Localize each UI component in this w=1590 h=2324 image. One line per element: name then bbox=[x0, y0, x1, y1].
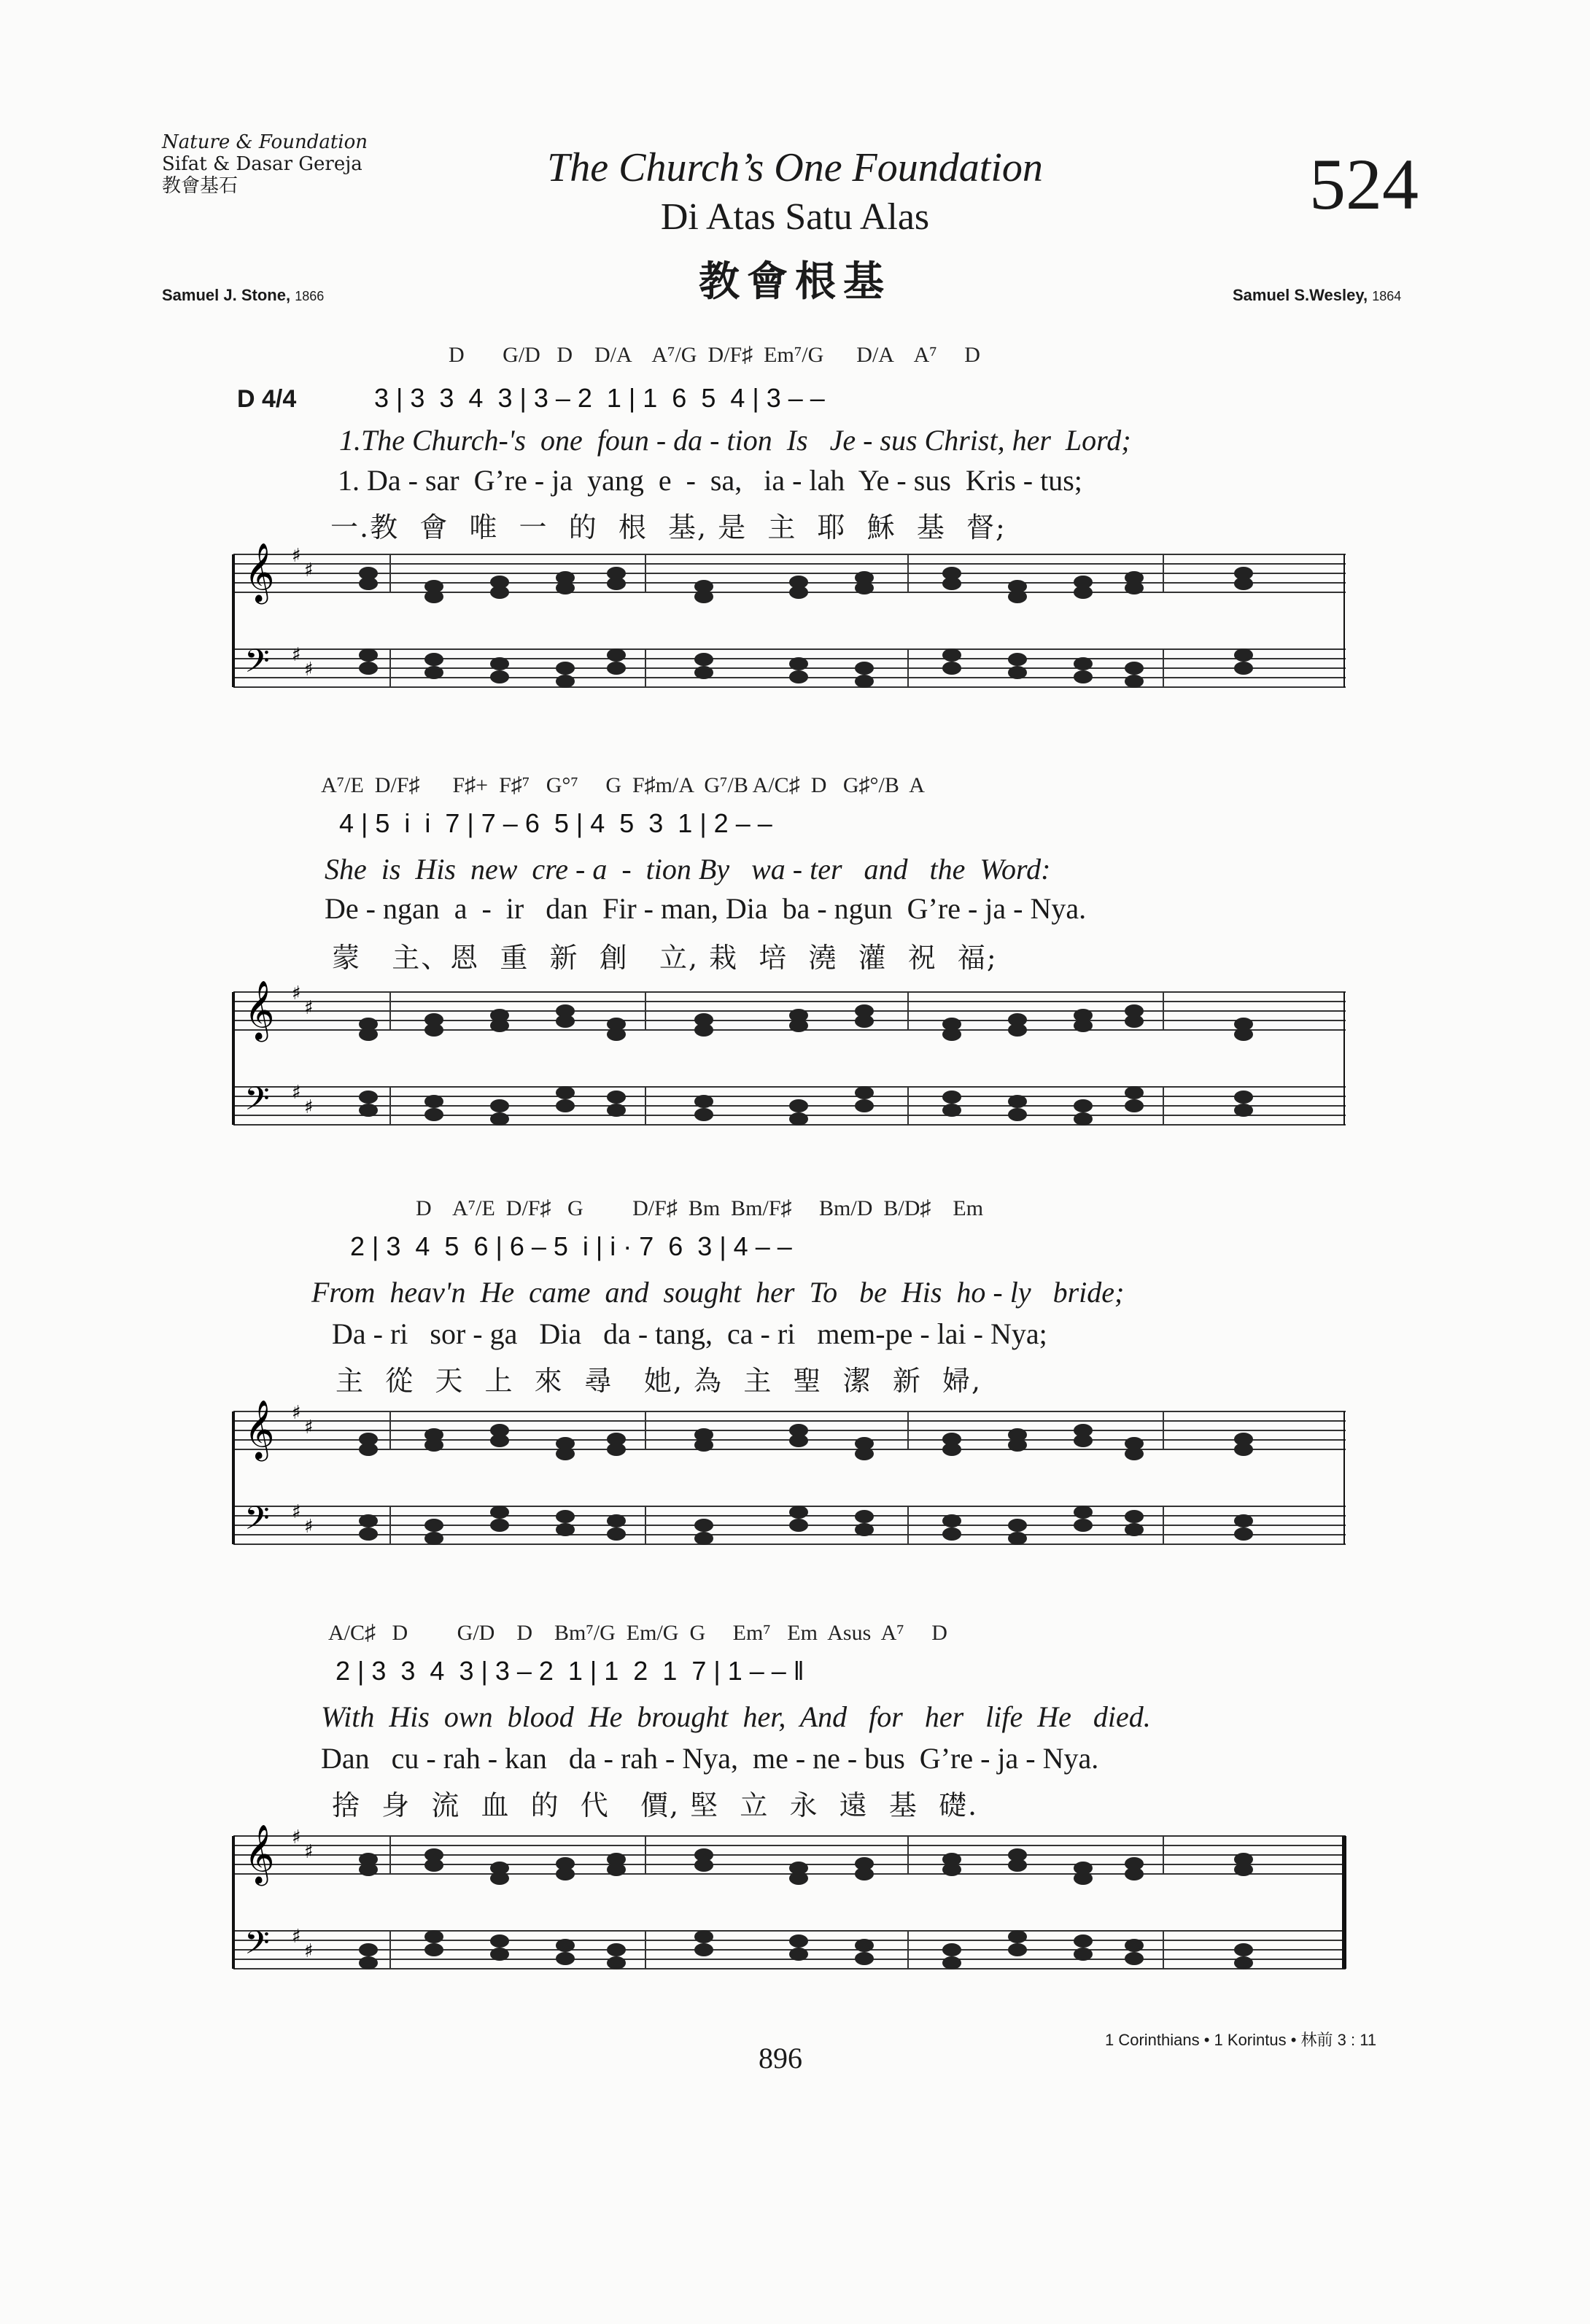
notehead bbox=[1234, 1863, 1253, 1876]
notehead bbox=[1074, 1872, 1093, 1885]
notehead bbox=[1008, 1930, 1027, 1943]
notehead bbox=[1125, 662, 1144, 675]
notehead bbox=[789, 670, 808, 683]
notehead bbox=[1234, 1091, 1253, 1104]
sharp-icon: ♯ bbox=[292, 545, 301, 567]
notehead bbox=[490, 586, 509, 599]
notehead bbox=[359, 1514, 378, 1527]
lyrics-indonesian: Dan cu - rah - kan da - rah - Nya, me - ne - bus G’re - ja - Nya. bbox=[321, 1742, 1099, 1775]
notehead bbox=[424, 1532, 443, 1545]
notehead bbox=[942, 1028, 961, 1041]
notehead bbox=[855, 1099, 874, 1112]
notehead bbox=[556, 1523, 575, 1536]
notehead bbox=[490, 1506, 509, 1519]
notehead bbox=[490, 1112, 509, 1126]
notehead bbox=[607, 1956, 626, 1969]
numbered-notation: 2 | 3 4 5 6 | 6 – 5 i | i · 7 6 3 | 4 – – bbox=[350, 1231, 792, 1261]
notehead bbox=[855, 581, 874, 594]
notehead bbox=[607, 1943, 626, 1956]
notehead bbox=[424, 1519, 443, 1532]
notehead bbox=[855, 1510, 874, 1523]
sharp-icon: ♯ bbox=[292, 1402, 301, 1424]
notehead bbox=[855, 1086, 874, 1099]
sharp-icon: ♯ bbox=[304, 1841, 314, 1863]
notehead bbox=[789, 1934, 808, 1948]
notehead bbox=[1234, 1104, 1253, 1117]
notehead bbox=[1008, 1859, 1027, 1872]
notehead bbox=[556, 1099, 575, 1112]
bass-clef-icon: 𝄢 bbox=[244, 1499, 270, 1545]
notehead bbox=[556, 1447, 575, 1460]
sharp-icon: ♯ bbox=[304, 1940, 314, 1962]
notehead bbox=[607, 1514, 626, 1527]
notehead bbox=[1234, 1514, 1253, 1527]
notehead bbox=[490, 1519, 509, 1532]
notehead bbox=[942, 662, 961, 675]
notehead bbox=[1008, 1943, 1027, 1956]
notehead bbox=[1008, 1095, 1027, 1108]
notehead bbox=[424, 1943, 443, 1956]
notehead bbox=[694, 666, 713, 679]
notehead bbox=[607, 1028, 626, 1041]
lyrics-chinese: 一.教 會 唯 一 的 根 基, 是 主 耶 穌 基 督; bbox=[330, 511, 1007, 543]
numbered-notation: 4 | 5 i i 7 | 7 – 6 5 | 4 5 3 1 | 2 – – bbox=[339, 808, 772, 838]
notehead bbox=[359, 1104, 378, 1117]
sharp-icon: ♯ bbox=[304, 1096, 314, 1118]
sharp-icon: ♯ bbox=[304, 1417, 314, 1438]
notehead bbox=[1125, 1867, 1144, 1880]
notehead bbox=[855, 675, 874, 688]
notehead bbox=[490, 657, 509, 670]
bass-clef-icon: 𝄢 bbox=[244, 1924, 270, 1969]
notehead bbox=[855, 1939, 874, 1952]
notehead bbox=[789, 1872, 808, 1885]
notehead bbox=[789, 1434, 808, 1447]
notehead bbox=[607, 1091, 626, 1104]
notehead bbox=[556, 1867, 575, 1880]
notehead bbox=[789, 586, 808, 599]
page-number: 896 bbox=[759, 2042, 802, 2075]
key-signature: D 4/4 bbox=[237, 385, 297, 413]
notehead bbox=[490, 1934, 509, 1948]
notehead bbox=[942, 1863, 961, 1876]
notehead bbox=[1074, 657, 1093, 670]
notehead bbox=[607, 1527, 626, 1541]
notehead bbox=[490, 1434, 509, 1447]
title-indonesian: Di Atas Satu Alas bbox=[660, 196, 930, 238]
notehead bbox=[359, 1863, 378, 1876]
composer-name: Samuel S.Wesley, bbox=[1233, 286, 1368, 304]
notehead bbox=[694, 1095, 713, 1108]
notehead bbox=[694, 653, 713, 666]
notehead bbox=[942, 1104, 961, 1117]
notehead bbox=[1125, 581, 1144, 594]
notehead bbox=[1074, 586, 1093, 599]
composer-year: 1864 bbox=[1372, 289, 1402, 303]
notehead bbox=[424, 666, 443, 679]
notehead bbox=[556, 675, 575, 688]
notehead bbox=[1125, 1523, 1144, 1536]
notehead bbox=[942, 1943, 961, 1956]
numbered-notation: 3 | 3 3 4 3 | 3 – 2 1 | 1 6 5 4 | 3 – – bbox=[374, 383, 825, 413]
notehead bbox=[942, 1527, 961, 1541]
staff-notation bbox=[222, 1821, 1353, 2004]
staff-notation bbox=[222, 1397, 1353, 1579]
numbered-notation: 2 | 3 3 4 3 | 3 – 2 1 | 1 2 1 7 | 1 – – ‖ bbox=[336, 1656, 804, 1686]
notehead bbox=[359, 1028, 378, 1041]
chord-symbols: A/C♯ D G/D D Bm⁷/G Em/G G Em⁷ Em Asus A⁷ D bbox=[328, 1621, 947, 1645]
notehead bbox=[942, 1091, 961, 1104]
notehead bbox=[1125, 1447, 1144, 1460]
notehead bbox=[1074, 670, 1093, 683]
notehead bbox=[607, 648, 626, 662]
chord-symbols: D G/D D D/A A⁷/G D/F♯ Em⁷/G D/A A⁷ D bbox=[449, 343, 980, 367]
notehead bbox=[1234, 1956, 1253, 1969]
lyrics-indonesian: De - ngan a - ir dan Fir - man, Dia ba - ngun G’re - ja - Nya. bbox=[325, 892, 1087, 925]
category-en: Nature & Foundation bbox=[162, 131, 368, 153]
category-zh: 教會基石 bbox=[162, 175, 238, 197]
notehead bbox=[359, 1956, 378, 1969]
sharp-icon: ♯ bbox=[304, 997, 314, 1019]
notehead bbox=[424, 1438, 443, 1452]
notehead bbox=[1234, 662, 1253, 675]
author-credit bbox=[162, 286, 324, 305]
hymn-number: 524 bbox=[1309, 144, 1419, 225]
sharp-icon: ♯ bbox=[292, 1082, 301, 1104]
notehead bbox=[1234, 648, 1253, 662]
notehead bbox=[942, 648, 961, 662]
notehead bbox=[789, 1948, 808, 1961]
notehead bbox=[1008, 653, 1027, 666]
bass-clef-icon: 𝄢 bbox=[244, 642, 270, 688]
notehead bbox=[424, 1095, 443, 1108]
sharp-icon: ♯ bbox=[292, 1926, 301, 1948]
notehead bbox=[694, 1023, 713, 1037]
notehead bbox=[424, 1023, 443, 1037]
notehead bbox=[789, 1519, 808, 1532]
category-id: Sifat & Dasar Gereja bbox=[162, 153, 362, 175]
sharp-icon: ♯ bbox=[292, 644, 301, 666]
notehead bbox=[1074, 1934, 1093, 1948]
notehead bbox=[694, 1930, 713, 1943]
treble-clef-icon: 𝄞 bbox=[244, 980, 275, 1039]
treble-clef-icon: 𝄞 bbox=[244, 1824, 275, 1883]
notehead bbox=[1008, 1438, 1027, 1452]
lyrics-chinese: 捨 身 流 血 的 代 價, 堅 立 永 遠 基 礎. bbox=[332, 1789, 979, 1821]
notehead bbox=[607, 577, 626, 590]
notehead bbox=[490, 1019, 509, 1032]
notehead bbox=[1125, 1099, 1144, 1112]
scripture-reference: 1 Corinthians • 1 Korintus • 林前 3 : 11 bbox=[1105, 2031, 1377, 2049]
notehead bbox=[556, 1952, 575, 1965]
notehead bbox=[1125, 1952, 1144, 1965]
notehead bbox=[607, 1863, 626, 1876]
notehead bbox=[694, 1943, 713, 1956]
staff-notation bbox=[222, 977, 1353, 1160]
notehead bbox=[855, 1867, 874, 1880]
notehead bbox=[1234, 1443, 1253, 1456]
notehead bbox=[359, 577, 378, 590]
notehead bbox=[789, 1112, 808, 1126]
notehead bbox=[556, 1015, 575, 1028]
notehead bbox=[1125, 675, 1144, 688]
treble-clef-icon: 𝄞 bbox=[244, 542, 275, 602]
chord-symbols: A⁷/E D/F♯ F♯+ F♯⁷ G°⁷ G F♯m/A G⁷/B A/C♯ D G♯°/B A bbox=[321, 773, 925, 797]
notehead bbox=[359, 1527, 378, 1541]
lyrics-english: With His own blood He brought her, And for her life He died. bbox=[321, 1700, 1151, 1733]
notehead bbox=[855, 662, 874, 675]
notehead bbox=[789, 657, 808, 670]
lyrics-indonesian: 1. Da - sar G’re - ja yang e - sa, ia - lah Ye - sus Kris - tus; bbox=[338, 464, 1082, 497]
notehead bbox=[424, 653, 443, 666]
notehead bbox=[1074, 1112, 1093, 1126]
notehead bbox=[694, 1859, 713, 1872]
notehead bbox=[1008, 590, 1027, 603]
notehead bbox=[789, 1019, 808, 1032]
sharp-icon: ♯ bbox=[292, 983, 301, 1004]
notehead bbox=[556, 1510, 575, 1523]
notehead bbox=[490, 1872, 509, 1885]
notehead bbox=[942, 1443, 961, 1456]
notehead bbox=[1008, 1532, 1027, 1545]
notehead bbox=[1008, 1108, 1027, 1121]
notehead bbox=[490, 670, 509, 683]
notehead bbox=[490, 1099, 509, 1112]
notehead bbox=[359, 1091, 378, 1104]
lyrics-english: From heav'n He came and sought her To be His ho - ly bride; bbox=[311, 1276, 1125, 1309]
staff-notation bbox=[222, 540, 1353, 722]
music-system-1 bbox=[222, 343, 1353, 722]
notehead bbox=[1074, 1099, 1093, 1112]
notehead bbox=[1125, 1939, 1144, 1952]
notehead bbox=[556, 1939, 575, 1952]
sharp-icon: ♯ bbox=[304, 659, 314, 681]
composer-credit bbox=[1233, 286, 1401, 305]
notehead bbox=[1125, 1086, 1144, 1099]
bass-clef-icon: 𝄢 bbox=[244, 1080, 270, 1126]
notehead bbox=[694, 1438, 713, 1452]
notehead bbox=[1074, 1434, 1093, 1447]
notehead bbox=[855, 1015, 874, 1028]
sharp-icon: ♯ bbox=[304, 559, 314, 581]
notehead bbox=[607, 1443, 626, 1456]
notehead bbox=[942, 1956, 961, 1969]
notehead bbox=[359, 648, 378, 662]
music-system-4 bbox=[222, 1621, 1353, 2000]
notehead bbox=[1008, 1023, 1027, 1037]
notehead bbox=[1008, 1519, 1027, 1532]
lyrics-chinese: 主 從 天 上 來 尋 她, 為 主 聖 潔 新 婦, bbox=[336, 1365, 982, 1397]
notehead bbox=[1234, 1943, 1253, 1956]
notehead bbox=[556, 581, 575, 594]
title-chinese: 教會根基 bbox=[699, 257, 891, 306]
title-english: The Church’s One Foundation bbox=[547, 145, 1043, 190]
lyrics-english: She is His new cre - a - tion By wa - ter and the Word: bbox=[325, 853, 1051, 886]
chord-symbols: D A⁷/E D/F♯ G D/F♯ Bm Bm/F♯ Bm/D B/D♯ Em bbox=[416, 1196, 984, 1220]
notehead bbox=[694, 1108, 713, 1121]
notehead bbox=[694, 1532, 713, 1545]
notehead bbox=[424, 1108, 443, 1121]
notehead bbox=[942, 577, 961, 590]
notehead bbox=[694, 1519, 713, 1532]
notehead bbox=[1074, 1019, 1093, 1032]
notehead bbox=[490, 1948, 509, 1961]
lyrics-english: 1.The Church-'s one foun - da - tion Is Je - sus Christ, her Lord; bbox=[339, 424, 1131, 457]
notehead bbox=[694, 590, 713, 603]
notehead bbox=[1074, 1506, 1093, 1519]
notehead bbox=[359, 1943, 378, 1956]
notehead bbox=[1074, 1519, 1093, 1532]
notehead bbox=[855, 1523, 874, 1536]
notehead bbox=[1234, 1028, 1253, 1041]
music-system-2 bbox=[222, 773, 1353, 1153]
sharp-icon: ♯ bbox=[304, 1516, 314, 1538]
notehead bbox=[1074, 1948, 1093, 1961]
notehead bbox=[789, 1099, 808, 1112]
sharp-icon: ♯ bbox=[292, 1501, 301, 1523]
notehead bbox=[789, 1506, 808, 1519]
notehead bbox=[424, 1859, 443, 1872]
notehead bbox=[556, 662, 575, 675]
notehead bbox=[359, 662, 378, 675]
lyrics-chinese: 蒙 主、恩 重 新 創 立, 栽 培 澆 灌 祝 福; bbox=[332, 942, 998, 974]
notehead bbox=[607, 1104, 626, 1117]
notehead bbox=[424, 590, 443, 603]
author-name: Samuel J. Stone, bbox=[162, 286, 291, 304]
music-system-3 bbox=[222, 1196, 1353, 1576]
notehead bbox=[424, 1930, 443, 1943]
notehead bbox=[1125, 1510, 1144, 1523]
notehead bbox=[1234, 1527, 1253, 1541]
notehead bbox=[855, 1447, 874, 1460]
notehead bbox=[942, 1514, 961, 1527]
lyrics-indonesian: Da - ri sor - ga Dia da - tang, ca - ri mem-pe - lai - Nya; bbox=[332, 1317, 1047, 1350]
notehead bbox=[1008, 666, 1027, 679]
author-year: 1866 bbox=[295, 289, 325, 303]
notehead bbox=[855, 1952, 874, 1965]
notehead bbox=[607, 662, 626, 675]
treble-clef-icon: 𝄞 bbox=[244, 1399, 275, 1459]
sharp-icon: ♯ bbox=[292, 1827, 301, 1848]
notehead bbox=[359, 1443, 378, 1456]
notehead bbox=[1125, 1015, 1144, 1028]
notehead bbox=[1234, 577, 1253, 590]
notehead bbox=[556, 1086, 575, 1099]
